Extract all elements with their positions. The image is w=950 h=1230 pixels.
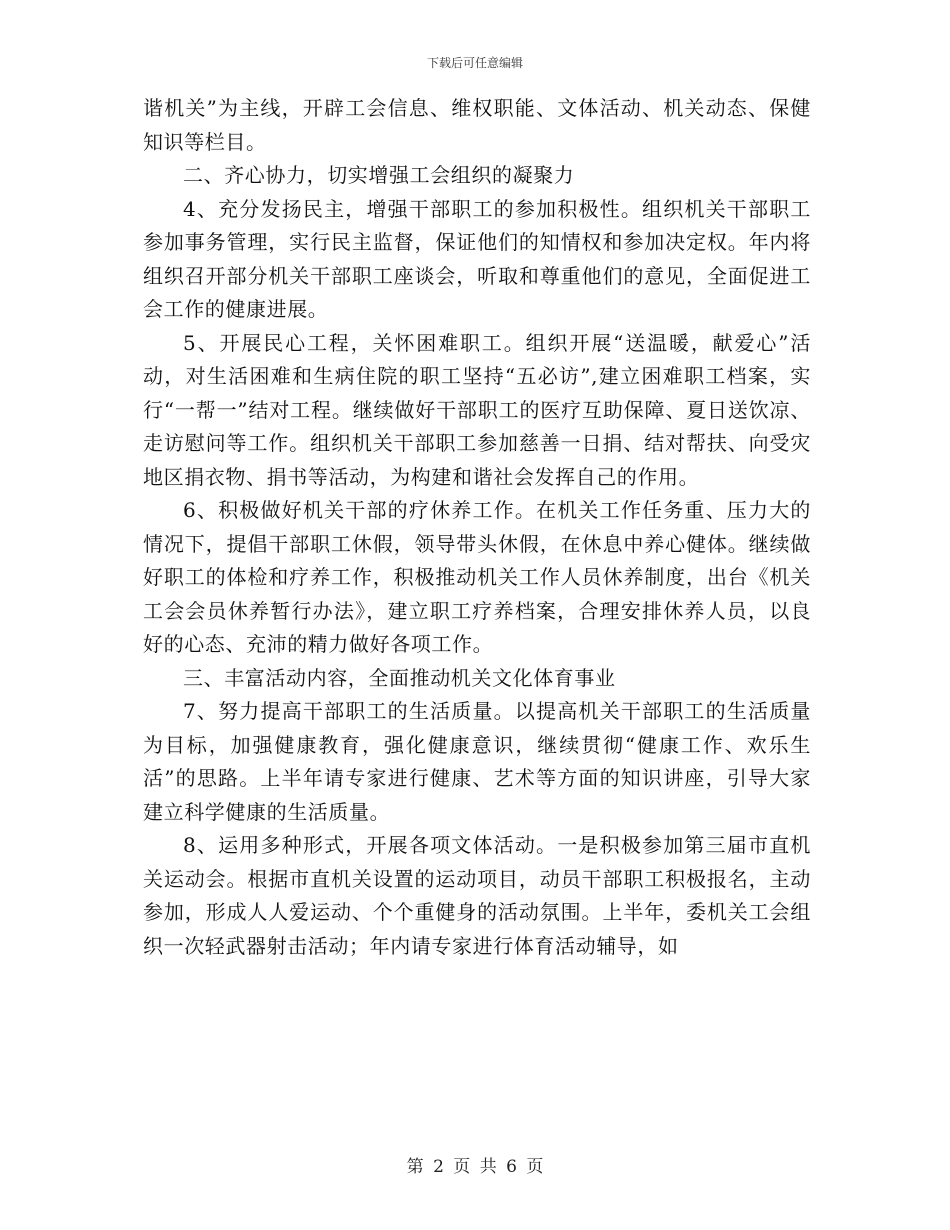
paragraph-item-8: 8、运用多种形式，开展各项文体活动。一是积极参加第三届市直机关运动会。根据市直机关设置的运动项目，动员干部职工积极报名，主动参加，形成人人爱运动、个个重健身的活动氛围。上半年，委机关工会组织一次轻武器射击活动；年内请专家进行体育活动辅导，如 <box>143 833 811 958</box>
paragraph-item-6: 6、积极做好机关干部的疗休养工作。在机关工作任务重、压力大的情况下，提倡干部职工休假，领导带头休假，在休息中养心健体。继续做好职工的体检和疗养工作，积极推动机关工作人员休养制度，出台《机关工会会员休养暂行办法》，建立职工疗养档案，合理安排休养人员，以良好的心态、充沛的精力做好各项工作。 <box>143 498 811 656</box>
page-header-note: 下载后可任意编辑 <box>426 56 523 70</box>
section-heading-3: 三、丰富活动内容，全面推动机关文化体育事业 <box>183 665 616 690</box>
page-number: 第 2 页 共 6 页 <box>406 1157 544 1177</box>
paragraph-item-7: 7、努力提高干部职工的生活质量。以提高机关干部职工的生活质量为目标，加强健康教育，强化健康意识，继续贯彻“健康工作、欢乐生活”的思路。上半年请专家进行健康、艺术等方面的知识讲座，引导大家建立科学健康的生活质量。 <box>143 699 811 824</box>
paragraph-item-5: 5、开展民心工程，关怀困难职工。组织开展“送温暖，献爱心”活动，对生活困难和生病住院的职工坚持“五必访”,建立困难职工档案，实行“一帮一”结对工程。继续做好干部职工的医疗互助保障、夏日送饮凉、走访慰问等工作。组织机关干部职工参加慈善一日捐、结对帮扶、向受灾地区捐衣物、捐书等活动，为构建和谐社会发挥自己的作用。 <box>143 330 811 489</box>
paragraph-item-4: 4、充分发扬民主，增强干部职工的参加积极性。组织机关干部职工参加事务管理，实行民主监督，保证他们的知情权和参加决定权。年内将组织召开部分机关干部职工座谈会，听取和尊重他们的意见，全面促进工会工作的健康进展。 <box>143 196 811 321</box>
section-heading-2: 二、齐心协力，切实增强工会组织的凝聚力 <box>183 163 575 187</box>
paragraph-continuation: 谐机关”为主线，开辟工会信息、维权职能、文体活动、机关动态、保健知识等栏目。 <box>143 96 811 154</box>
document-body <box>143 92 811 963</box>
